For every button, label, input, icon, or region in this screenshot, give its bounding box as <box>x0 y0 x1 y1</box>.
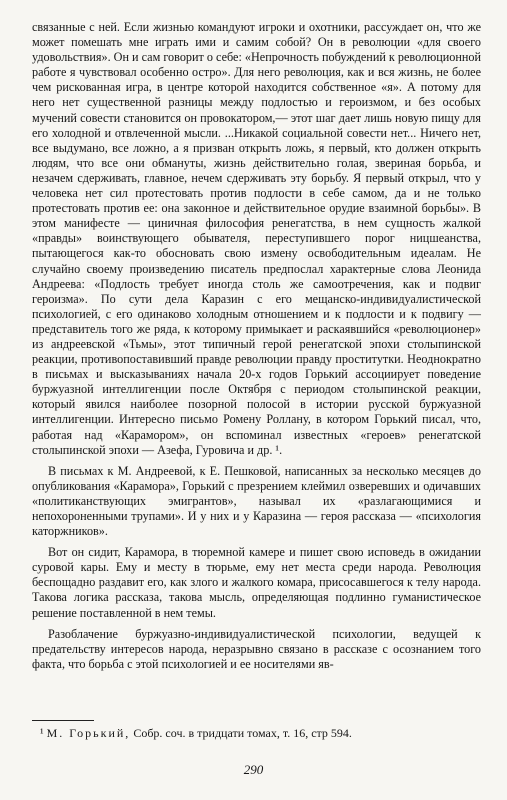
footnote-citation: Собр. соч. в тридцати томах, т. 16, стр 594. <box>133 726 352 740</box>
footnote-divider <box>32 720 94 721</box>
paragraph-4: Разоблачение буржуазно-индивидуалистической психологии, ведущей к предательству интересов народа, неразрывно связано в рассказе с осознанием того факта, что борьба с этой психологией и ее носителями яв- <box>32 626 481 671</box>
paragraph-3: Вот он сидит, Карамора, в тюремной камере и пишет свою исповедь в ожидании суровой кары. Ему и месту в тюрьме, ему нет места среди народа. Революция беспощадно раздавит его, как злого и жалкого комара, присосавшегося к телу народа. Такова логика рассказа, такова мысль, определяющая подлинно гуманистическое решение поставленной в нем темы. <box>32 545 481 620</box>
footnote-author: М. Горький, <box>46 726 131 740</box>
body-text <box>32 20 481 672</box>
page-number: 290 <box>243 762 264 777</box>
paragraph-2: В письмах к М. Андреевой, к Е. Пешковой, написанных за несколько месяцев до опубликования «Карамора», Горький с презрением клеймил озверевших и одичавших «политиканствующих эмигрантов», называл их «разлагающимися и непохороненными трупами». И у них и у Каразина — героя рассказа — «психология каторжников». <box>32 463 481 539</box>
footnote-marker: ¹ <box>40 726 44 740</box>
paragraph-1: связанные с ней. Если жизнью командуют игроки и охотники, рассуждает он, что же может помешать мне играть ими и самим собой? Он в революции «для своего удовольствия». Он и сам говорит о себе: «Непрочность побуждений к революционной работе я чувствовал особенно остро». Для него революция, как и вся жизнь, не более чем рискованная игра, в центре которой находится собственное «я». А потому для него нет существенной разницы между подлостью и героизмом, и без особых мучений совести становится он провокатором,— этот шаг дает лишь новую пищу для его холодной и отвлеченной мысли. ...Никакой социальной совести нет... Ничего нет, все выдумано, все ложно, а я призван открыть ложь, я первый, кто должен открыть людям, что все они обмануты, жизнь действительно голая, звериная борьба, и незачем сдерживать, главное, нечем сдерживать эту борьбу. Я первый открыл, что у человека нет сил протестовать против подлости в себе самом, да и не только протестовать против ее: она законное и действительное орудие взаимной борьбы». В этом манифесте — циничная философия ренегатства, в нем сущность жалкой «правды» воинствующего обывателя, переступившего порог ницшеанства, пытающегося как-то обосновать свою измену освободительным идеалам. Не случайно своему произведению писатель предпослал характерные слова Леонида Андреева: «Подлость требует иногда столь же самоотречения, как и подвиг героизма». По сути дела Каразин с его мещанско-индивидуалистической психологией, с его одинаково холодным отношением и к подлости и к подвигу — представитель того же ряда, к которому примыкает и раскаявшийся «революционер» из андреевской «Тьмы», этот типичный герой ренегатской эпохи столыпинской реакции, противопоставивший правде революции правду проститутки. Неоднократно в письмах и высказываниях начала 20-х годов Горький ассоциирует поведение буржуазной интеллигенции после Октября с периодом столыпинской реакции, который явился наиболее позорной полосой в истории русской буржуазной интеллигенции. Интересно письмо Ромену Роллану, в котором Горький писал, что, работая над «Карамором», он вспоминал известных «героев» ренегатской столыпинской эпохи — Азефа, Гуровича и др. ¹. <box>32 20 481 457</box>
footnote <box>40 726 481 741</box>
